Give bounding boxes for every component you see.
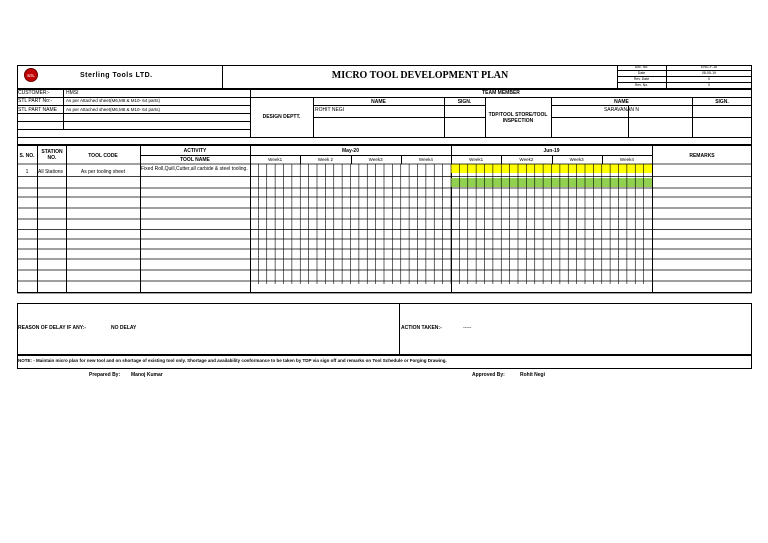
design-sign-header: SIGN.	[457, 99, 472, 105]
tdp-member-name: SARAVANAN N	[603, 107, 640, 113]
doc-info-label: Rev. Date	[633, 77, 650, 81]
stl-part-name-value: As per Attached sheet(M6,M8 & M10- 64 parts)	[66, 107, 161, 112]
prepared-by-name: Manoj Kumar	[131, 372, 163, 378]
week-header: Week1	[268, 157, 283, 162]
tdp-label: TDP/TOOL STORE/TOOL INSPECTION	[488, 112, 548, 124]
row-station: All Stations	[38, 169, 64, 175]
week-header: Week3	[569, 157, 584, 162]
doc-info-value: 0	[708, 83, 710, 87]
doc-info-label: Rev. No.	[634, 83, 649, 87]
doc-info-value: ENG-F-16	[701, 65, 717, 69]
company-name: Sterling Tools LTD.	[80, 72, 153, 79]
action-label: ACTION TAKEN:-	[401, 325, 442, 331]
doc-info-label: Doc. No.	[634, 65, 649, 69]
row-tool-code: As per tooling sheet	[80, 169, 126, 175]
note-text: NOTE: - Maintain micro plan for new tool and on shortage of existing tool only. Shortage and availability conformance to be taken by TDP via sign off and remarks on Tool Schedule or Forging Drawing.	[18, 358, 447, 363]
tool-name-header: TOOL NAME	[180, 157, 210, 163]
approved-by-name: Rohit Negi	[520, 372, 545, 378]
prepared-by-label: Prepared By:	[89, 372, 121, 378]
stl-part-no-value: As per Attached sheet(M6,M8 & M10- 64 parts)	[66, 98, 161, 103]
customer-label: CUSTOMER:-	[18, 90, 50, 96]
customer-value: HMSI	[66, 90, 79, 96]
activity-header: ACTIVITY	[183, 148, 207, 154]
tdp-name-header: NAME	[614, 99, 629, 105]
doc-info-label: Date	[637, 71, 646, 75]
week-header: Week1	[469, 157, 484, 162]
approved-by-label: Approved By:	[472, 372, 505, 378]
row-tool-name: Fixed Roll,Quill,Cutter,all carbide & steel tooling.	[141, 166, 248, 172]
month-jun-label: Jun-19	[543, 148, 560, 154]
tool-code-header: TOOL CODE	[88, 153, 118, 159]
design-member-name: ROHIT NEGI	[315, 107, 345, 113]
week-header: Week3	[368, 157, 383, 162]
tdp-sign-header: SIGN.	[715, 99, 729, 105]
doc-info-value: 08-05-19	[701, 71, 716, 75]
delay-value: NO DELAY	[111, 325, 137, 331]
doc-info-value: 0	[708, 77, 710, 81]
logo-text: STL	[27, 73, 35, 78]
delay-divider	[399, 303, 400, 355]
remarks-header: REMARKS	[689, 153, 715, 159]
design-name-header: NAME	[371, 99, 386, 105]
design-dept-label: DESIGN DEPTT.	[262, 114, 301, 120]
page-title: MICRO TOOL DEVELOPMENT PLAN	[331, 70, 509, 81]
stl-part-no-label: STL PART No:-	[18, 98, 52, 104]
delay-label: REASON OF DELAY IF ANY:-	[18, 325, 87, 331]
station-header: STATION NO.	[41, 149, 63, 161]
sno-header: S. NO.	[19, 153, 35, 159]
week-header: Week4	[619, 157, 634, 162]
stl-part-name-label: STL PART NAME	[18, 107, 57, 113]
month-may-label: May-20	[342, 148, 359, 154]
action-value: -----	[463, 325, 472, 331]
week-header: Week 2	[317, 157, 333, 162]
row-sno: 1	[25, 169, 29, 175]
team-member-title: TEAM MEMBER	[482, 90, 520, 96]
week-header: Week2	[519, 157, 534, 162]
week-header: Week4	[418, 157, 433, 162]
